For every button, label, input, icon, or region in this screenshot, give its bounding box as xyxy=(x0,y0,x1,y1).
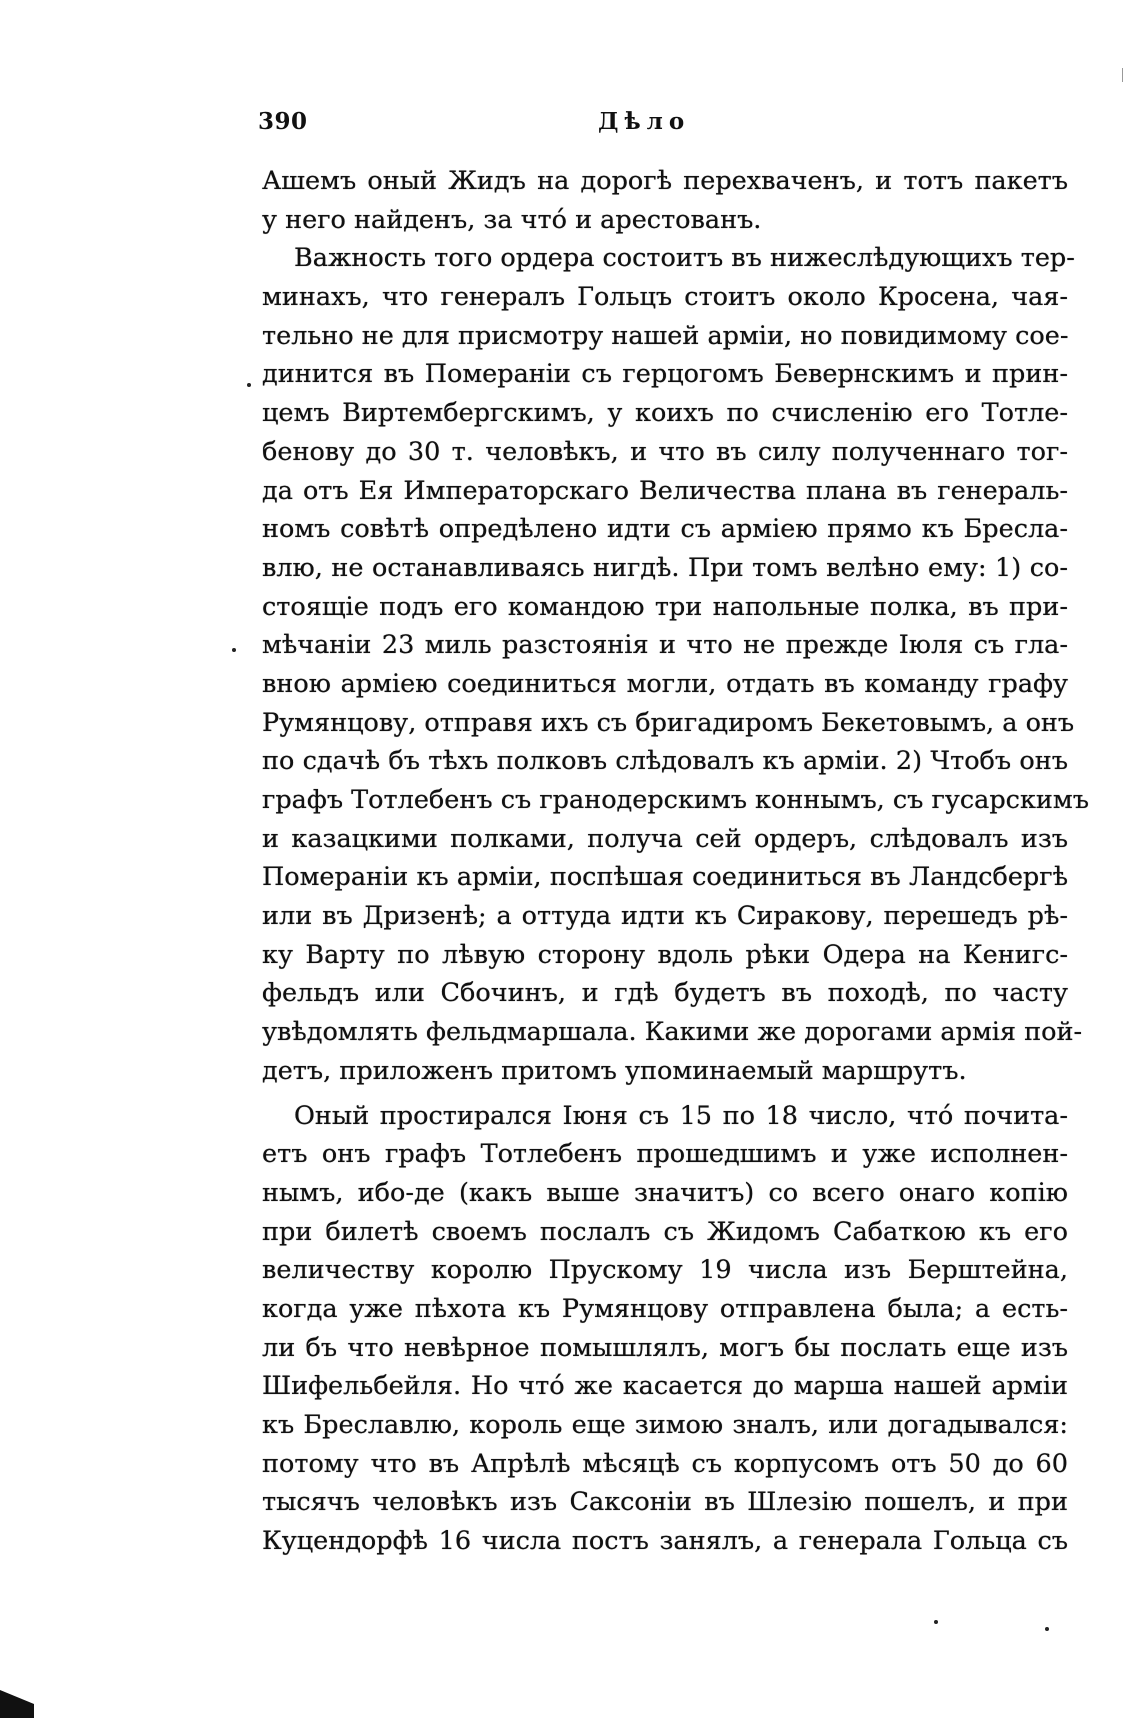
text-line: или въ Дризенѣ; а оттуда идти къ Сиракову, перешедъ рѣ- xyxy=(262,901,1068,932)
text-line: Румянцову, отправя ихъ съ бригадиромъ Бекетовымъ, а онъ xyxy=(262,707,1075,738)
text-line: Важность того ордера состоитъ въ нижеслѣдующихъ тер- xyxy=(294,243,1075,274)
text-line: и казацкими полками, получа сей ордеръ, слѣдовалъ изъ xyxy=(262,823,1068,854)
text-line: у него найденъ, за что́ и арестованъ. xyxy=(262,204,762,235)
margin-dot xyxy=(934,1620,938,1624)
text-line: цемъ Виртембергскимъ, у коихъ по счисленію его Тотле- xyxy=(262,398,1068,429)
text-line: ку Варту по лѣвую сторону вдоль рѣки Одера на Кенигс- xyxy=(262,939,1068,970)
text-line: Помераніи къ арміи, поспѣшая соединиться въ Ландсбергѣ xyxy=(262,862,1068,893)
text-line: фельдъ или Сбочинъ, и гдѣ будетъ въ походѣ, по часту xyxy=(262,978,1068,1009)
text-line: увѣдомлять фельдмаршала. Какими же дорогами армія пой- xyxy=(262,1017,1083,1048)
text-line: нымъ, ибо-де (какъ выше значитъ) со всего онаго копію xyxy=(262,1177,1068,1208)
text-line: вною арміею соединиться могли, отдать въ команду графу xyxy=(262,668,1068,699)
text-line: тельно не для присмотру нашей арміи, но повидимому сое- xyxy=(262,320,1069,351)
text-line: Шифельбейля. Но что́ же касается до марша нашей арміи xyxy=(262,1371,1068,1402)
text-line: ли бъ что невѣрное помышлялъ, могъ бы послать еще изъ xyxy=(262,1332,1068,1363)
margin-dot xyxy=(1045,1627,1049,1631)
text-line: влю, не останавливаясь нигдѣ. При томъ велѣно ему: 1) со- xyxy=(262,552,1068,583)
text-line: величеству королю Прускому 19 числа изъ Берштейна, xyxy=(262,1255,1068,1286)
text-line: детъ, приложенъ притомъ упоминаемый маршрутъ. xyxy=(262,1055,967,1086)
scan-edge-mark xyxy=(1122,68,1123,82)
text-line: тысячъ человѣкъ изъ Саксоніи въ Шлезію пошелъ, и при xyxy=(262,1487,1068,1518)
page-number: 390 xyxy=(258,108,308,135)
text-line: Куцендорфѣ 16 числа постъ занялъ, а генерала Гольца съ xyxy=(262,1526,1068,1557)
text-line: потому что въ Апрѣлѣ мѣсяцѣ съ корпусомъ отъ 50 до 60 xyxy=(262,1448,1068,1479)
text-line: номъ совѣтѣ опредѣлено идти съ арміею прямо къ Бресла- xyxy=(262,514,1068,545)
text-line: графъ Тотлебенъ съ гранодерскимъ коннымъ, съ гусарскимъ xyxy=(262,785,1089,815)
text-line: Ашемъ оный Жидъ на дорогѣ перехваченъ, и тотъ пакетъ xyxy=(262,166,1068,196)
text-line: стоящіе подъ его командою три напольные полка, въ при- xyxy=(262,591,1068,622)
text-line: динится въ Помераніи съ герцогомъ Бевернскимъ и прин- xyxy=(262,359,1068,390)
text-line: бенову до 30 т. человѣкъ, и что въ силу полученнаго тог- xyxy=(262,436,1068,467)
running-title: Дѣло xyxy=(598,108,691,135)
text-line: къ Бреславлю, король еще зимою зналъ, или догадывался: xyxy=(262,1410,1068,1440)
margin-dot xyxy=(232,648,236,652)
margin-dot xyxy=(247,383,251,387)
text-line: минахъ, что генералъ Гольцъ стоитъ около Кросена, чая- xyxy=(262,282,1068,313)
page-header xyxy=(258,108,1078,148)
text-line: по сдачѣ бъ тѣхъ полковъ слѣдовалъ къ арміи. 2) Чтобъ онъ xyxy=(262,746,1068,777)
text-line: когда уже пѣхота къ Румянцову отправлена была; а есть- xyxy=(262,1293,1068,1324)
text-line: Оный простирался Іюня съ 15 по 18 число, что́ почита- xyxy=(294,1100,1068,1131)
text-line: при билетѣ своемъ послалъ съ Жидомъ Сабаткою къ его xyxy=(262,1216,1068,1247)
body-text xyxy=(262,162,1089,1561)
text-line: мѣчаніи 23 миль разстоянія и что не прежде Іюля съ гла- xyxy=(262,630,1068,661)
scan-corner-mark xyxy=(0,1690,34,1718)
text-line: да отъ Ея Императорскаго Величества плана въ генераль- xyxy=(262,475,1068,506)
text-line: етъ онъ графъ Тотлебенъ прошедшимъ и уже исполнен- xyxy=(262,1139,1068,1170)
